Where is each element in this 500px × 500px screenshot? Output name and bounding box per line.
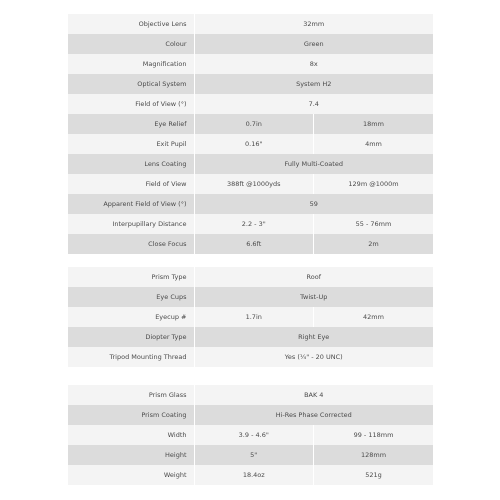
spec-row — [68, 214, 433, 234]
spec-value: Fully Multi-Coated — [194, 154, 433, 174]
spec-label: Width — [68, 425, 194, 445]
spec-label: Lens Coating — [68, 154, 194, 174]
spec-row — [68, 194, 433, 214]
spec-label: Field of View — [68, 174, 194, 194]
spec-value: 8x — [194, 54, 433, 74]
spec-label: Eye Cups — [68, 287, 194, 307]
spec-value-imperial: 0.7in — [194, 114, 314, 134]
spec-label: Diopter Type — [68, 327, 194, 347]
spec-value-imperial: 18.4oz — [194, 465, 314, 485]
spec-value-imperial: 0.16" — [194, 134, 314, 154]
spec-label: Exit Pupil — [68, 134, 194, 154]
spec-row — [68, 14, 433, 34]
spec-value-metric: 521g — [314, 465, 434, 485]
spec-value-metric: 4mm — [314, 134, 434, 154]
spec-row — [68, 154, 433, 174]
spec-row — [68, 465, 433, 485]
spec-label: Height — [68, 445, 194, 465]
spec-value: Hi-Res Phase Corrected — [194, 405, 433, 425]
spec-row — [68, 174, 433, 194]
spec-row — [68, 327, 433, 347]
spec-label: Optical System — [68, 74, 194, 94]
spec-label: Prism Coating — [68, 405, 194, 425]
spec-value-imperial: 5" — [194, 445, 314, 465]
spec-label: Prism Glass — [68, 385, 194, 405]
spec-value-imperial: 3.9 - 4.6" — [194, 425, 314, 445]
spec-label: Close Focus — [68, 234, 194, 254]
spec-value-metric: 129m @1000m — [314, 174, 434, 194]
spec-row — [68, 234, 433, 254]
spec-value: Twist-Up — [194, 287, 433, 307]
spec-row — [68, 425, 433, 445]
spec-row — [68, 405, 433, 425]
spec-value: 59 — [194, 194, 433, 214]
spec-label: Prism Type — [68, 267, 194, 287]
spec-label: Interpupillary Distance — [68, 214, 194, 234]
spec-label: Tripod Mounting Thread — [68, 347, 194, 367]
spec-value-imperial: 2.2 - 3" — [194, 214, 314, 234]
spec-label: Magnification — [68, 54, 194, 74]
spec-row — [68, 74, 433, 94]
spec-value: Yes (¼" - 20 UNC) — [194, 347, 433, 367]
spec-value-metric: 128mm — [314, 445, 434, 465]
spec-value: System H2 — [194, 74, 433, 94]
dimensions-spec-table — [68, 385, 433, 485]
spec-label: Eyecup # — [68, 307, 194, 327]
spec-row — [68, 134, 433, 154]
spec-label: Eye Relief — [68, 114, 194, 134]
spec-row — [68, 54, 433, 74]
spec-value-metric: 18mm — [314, 114, 434, 134]
spec-label: Weight — [68, 465, 194, 485]
spec-value-metric: 42mm — [314, 307, 434, 327]
spec-label: Apparent Field of View (°) — [68, 194, 194, 214]
spec-label: Objective Lens — [68, 14, 194, 34]
spec-row — [68, 287, 433, 307]
spec-row — [68, 347, 433, 367]
spec-label: Colour — [68, 34, 194, 54]
spec-value: 7.4 — [194, 94, 433, 114]
spec-row — [68, 114, 433, 134]
spec-row — [68, 94, 433, 114]
spec-row — [68, 34, 433, 54]
spec-value-metric: 2m — [314, 234, 434, 254]
spec-value: Right Eye — [194, 327, 433, 347]
spec-value-imperial: 388ft @1000yds — [194, 174, 314, 194]
spec-row — [68, 445, 433, 465]
body-spec-table — [68, 267, 433, 367]
spec-label: Field of View (°) — [68, 94, 194, 114]
spec-value: BAK 4 — [194, 385, 433, 405]
spec-value-metric: 55 - 76mm — [314, 214, 434, 234]
spec-value: Green — [194, 34, 433, 54]
spec-value: Roof — [194, 267, 433, 287]
spec-value-imperial: 6.6ft — [194, 234, 314, 254]
spec-value-metric: 99 - 118mm — [314, 425, 434, 445]
spec-row — [68, 385, 433, 405]
spec-value-imperial: 1.7in — [194, 307, 314, 327]
spec-value: 32mm — [194, 14, 433, 34]
spec-row — [68, 267, 433, 287]
optics-spec-table — [68, 14, 433, 254]
spec-row — [68, 307, 433, 327]
